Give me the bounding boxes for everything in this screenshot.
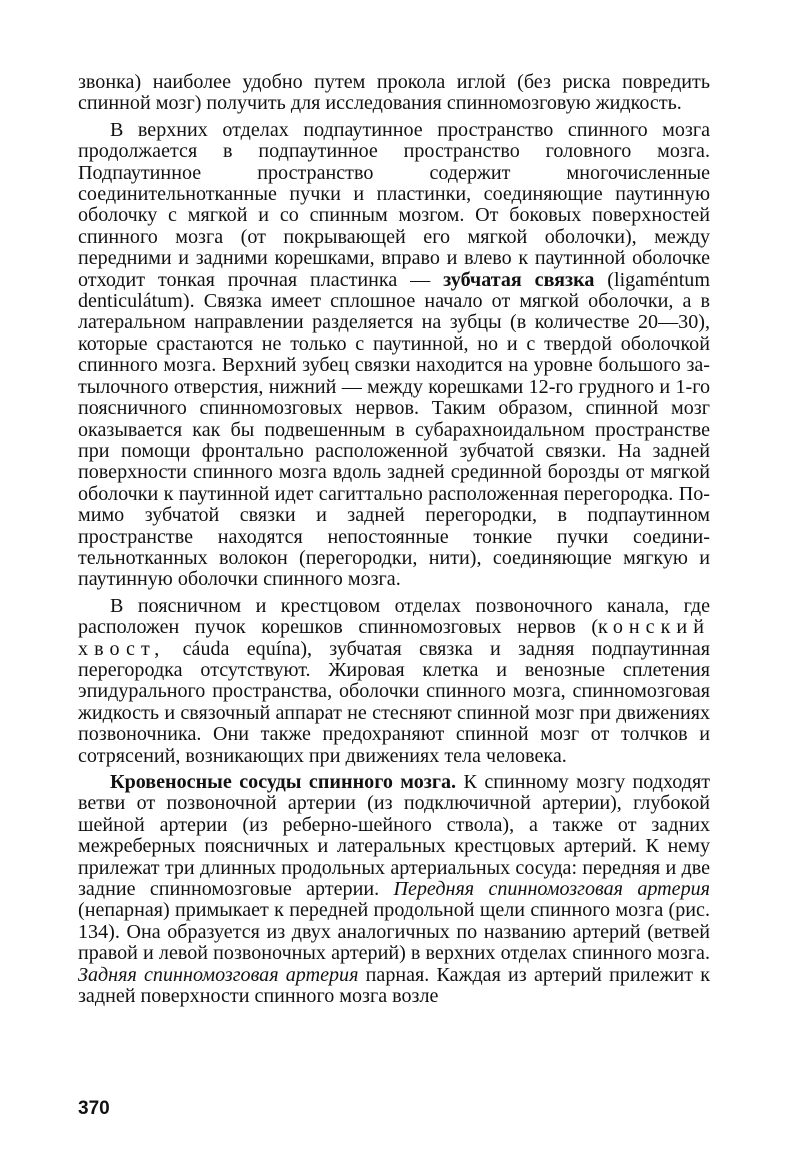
term-anterior-spinal-artery: Передняя спинномозговая артерия bbox=[393, 878, 711, 901]
paragraph-lumbar-region bbox=[78, 596, 710, 767]
paragraph-csf-puncture: звонка) наиболее удобно путем прокола иглой (без риска повредить спинной мозг) получить для исследования спинномозговую жидкость. bbox=[78, 71, 710, 115]
term-denticulate-ligament: зубчатая связка bbox=[443, 268, 595, 291]
paragraph-text: cáuda equína), зубчатая связка и задняя подпаутинная перегородка отсутствуют. Жировая клетка и венозные сплетения эпидурального пространства, оболочки спинного мозга, спинномозговая жидкость и связочный аппарат не стесняют спинной мозг при движениях позвоночника. Они также предохраняют спинной мозг от толчков и сотрясений, возникающих при движениях тела человека. bbox=[78, 637, 710, 767]
paragraph-text: (ligaméntum denticulátum). Связка имеет сплошное начало от мягкой оболочки, а в латеральном направлении разделяется на зубцы (в количестве 20—30), которые срастаются не только с паутинной, но и с твердой оболочкой спинного мозга. Верхний зубец связки находится на уровне большого затылочного отверстия, нижний — между корешками 12-го грудного и 1-го поясничного спинномозговых нервов. Таким образом, спинной мозг оказывается как бы подвешенным в субарахноидальном пространстве при помощи фронтально расположенной зубчатой связки. На задней поверхности спинного мозга вдоль задней срединной борозды от мягкой оболочки к паутинной идет сагиттально расположенная перегородка. Помимо зубчатой связки и задней перегородки, в подпаутинном пространстве находятся непостоянные тонкие пучки соединительнотканных волокон (перегородки, нити), соединяющие мягкую и паутинную оболочки спинного мозга. bbox=[78, 268, 710, 591]
term-posterior-spinal-artery: Задняя спинномозговая артерия bbox=[78, 963, 359, 986]
paragraph-text: парная. Каждая из артерий прилежит к задней поверхности спинного мозга возле bbox=[78, 963, 710, 1008]
paragraph-blood-vessels bbox=[78, 772, 710, 1007]
paragraph-subarachnoid-space bbox=[78, 120, 710, 591]
paragraph-text: К спинному мозгу подходят ветви от позвоночной артерии (из подключичной артерии), глубокой шейной артерии (из реберно-шейного ствола), а также от задних межреберных поясничных и латеральных крестцовых артерий. К нему прилежат три длинных продольных артериальных сосуда: передняя и две задние спинномозговые артерии. bbox=[78, 771, 710, 901]
paragraph-text: (непарная) примыкает к передней продольной щели спинного мозга (рис. 134). Она образуется из двух аналогичных по названию артерий (ветвей правой и левой позвоночных артерий) в верхних отделах спинного мозга. bbox=[78, 899, 710, 965]
paragraph-text: В верхних отделах подпаутинное пространство спинного мозга продолжается в подпаутинное пространство головного мозга. Подпаутинное пространство содержит многочисленные соединительнотканные пучки и пластинки, соединяющие паутинную оболочку с мягкой и со спинным мозгом. От боковых поверхностей спинного мозга (от покрывающей его мягкой оболочки), между передними и задними корешками, вправо и влево к паутинной оболочке отходит тонкая прочная пластинка — bbox=[78, 118, 710, 291]
section-heading-blood-vessels: Кровеносные сосуды спинного мозга. bbox=[110, 771, 457, 793]
page-number: 370 bbox=[78, 1098, 110, 1119]
paragraph-text: В поясничном и крестцовом отделах позвоночного канала, где расположен пучок корешков спинномозговых нервов ( bbox=[78, 594, 710, 639]
page-body bbox=[78, 72, 710, 1007]
term-cauda-equina: конский хвост, bbox=[78, 616, 710, 660]
